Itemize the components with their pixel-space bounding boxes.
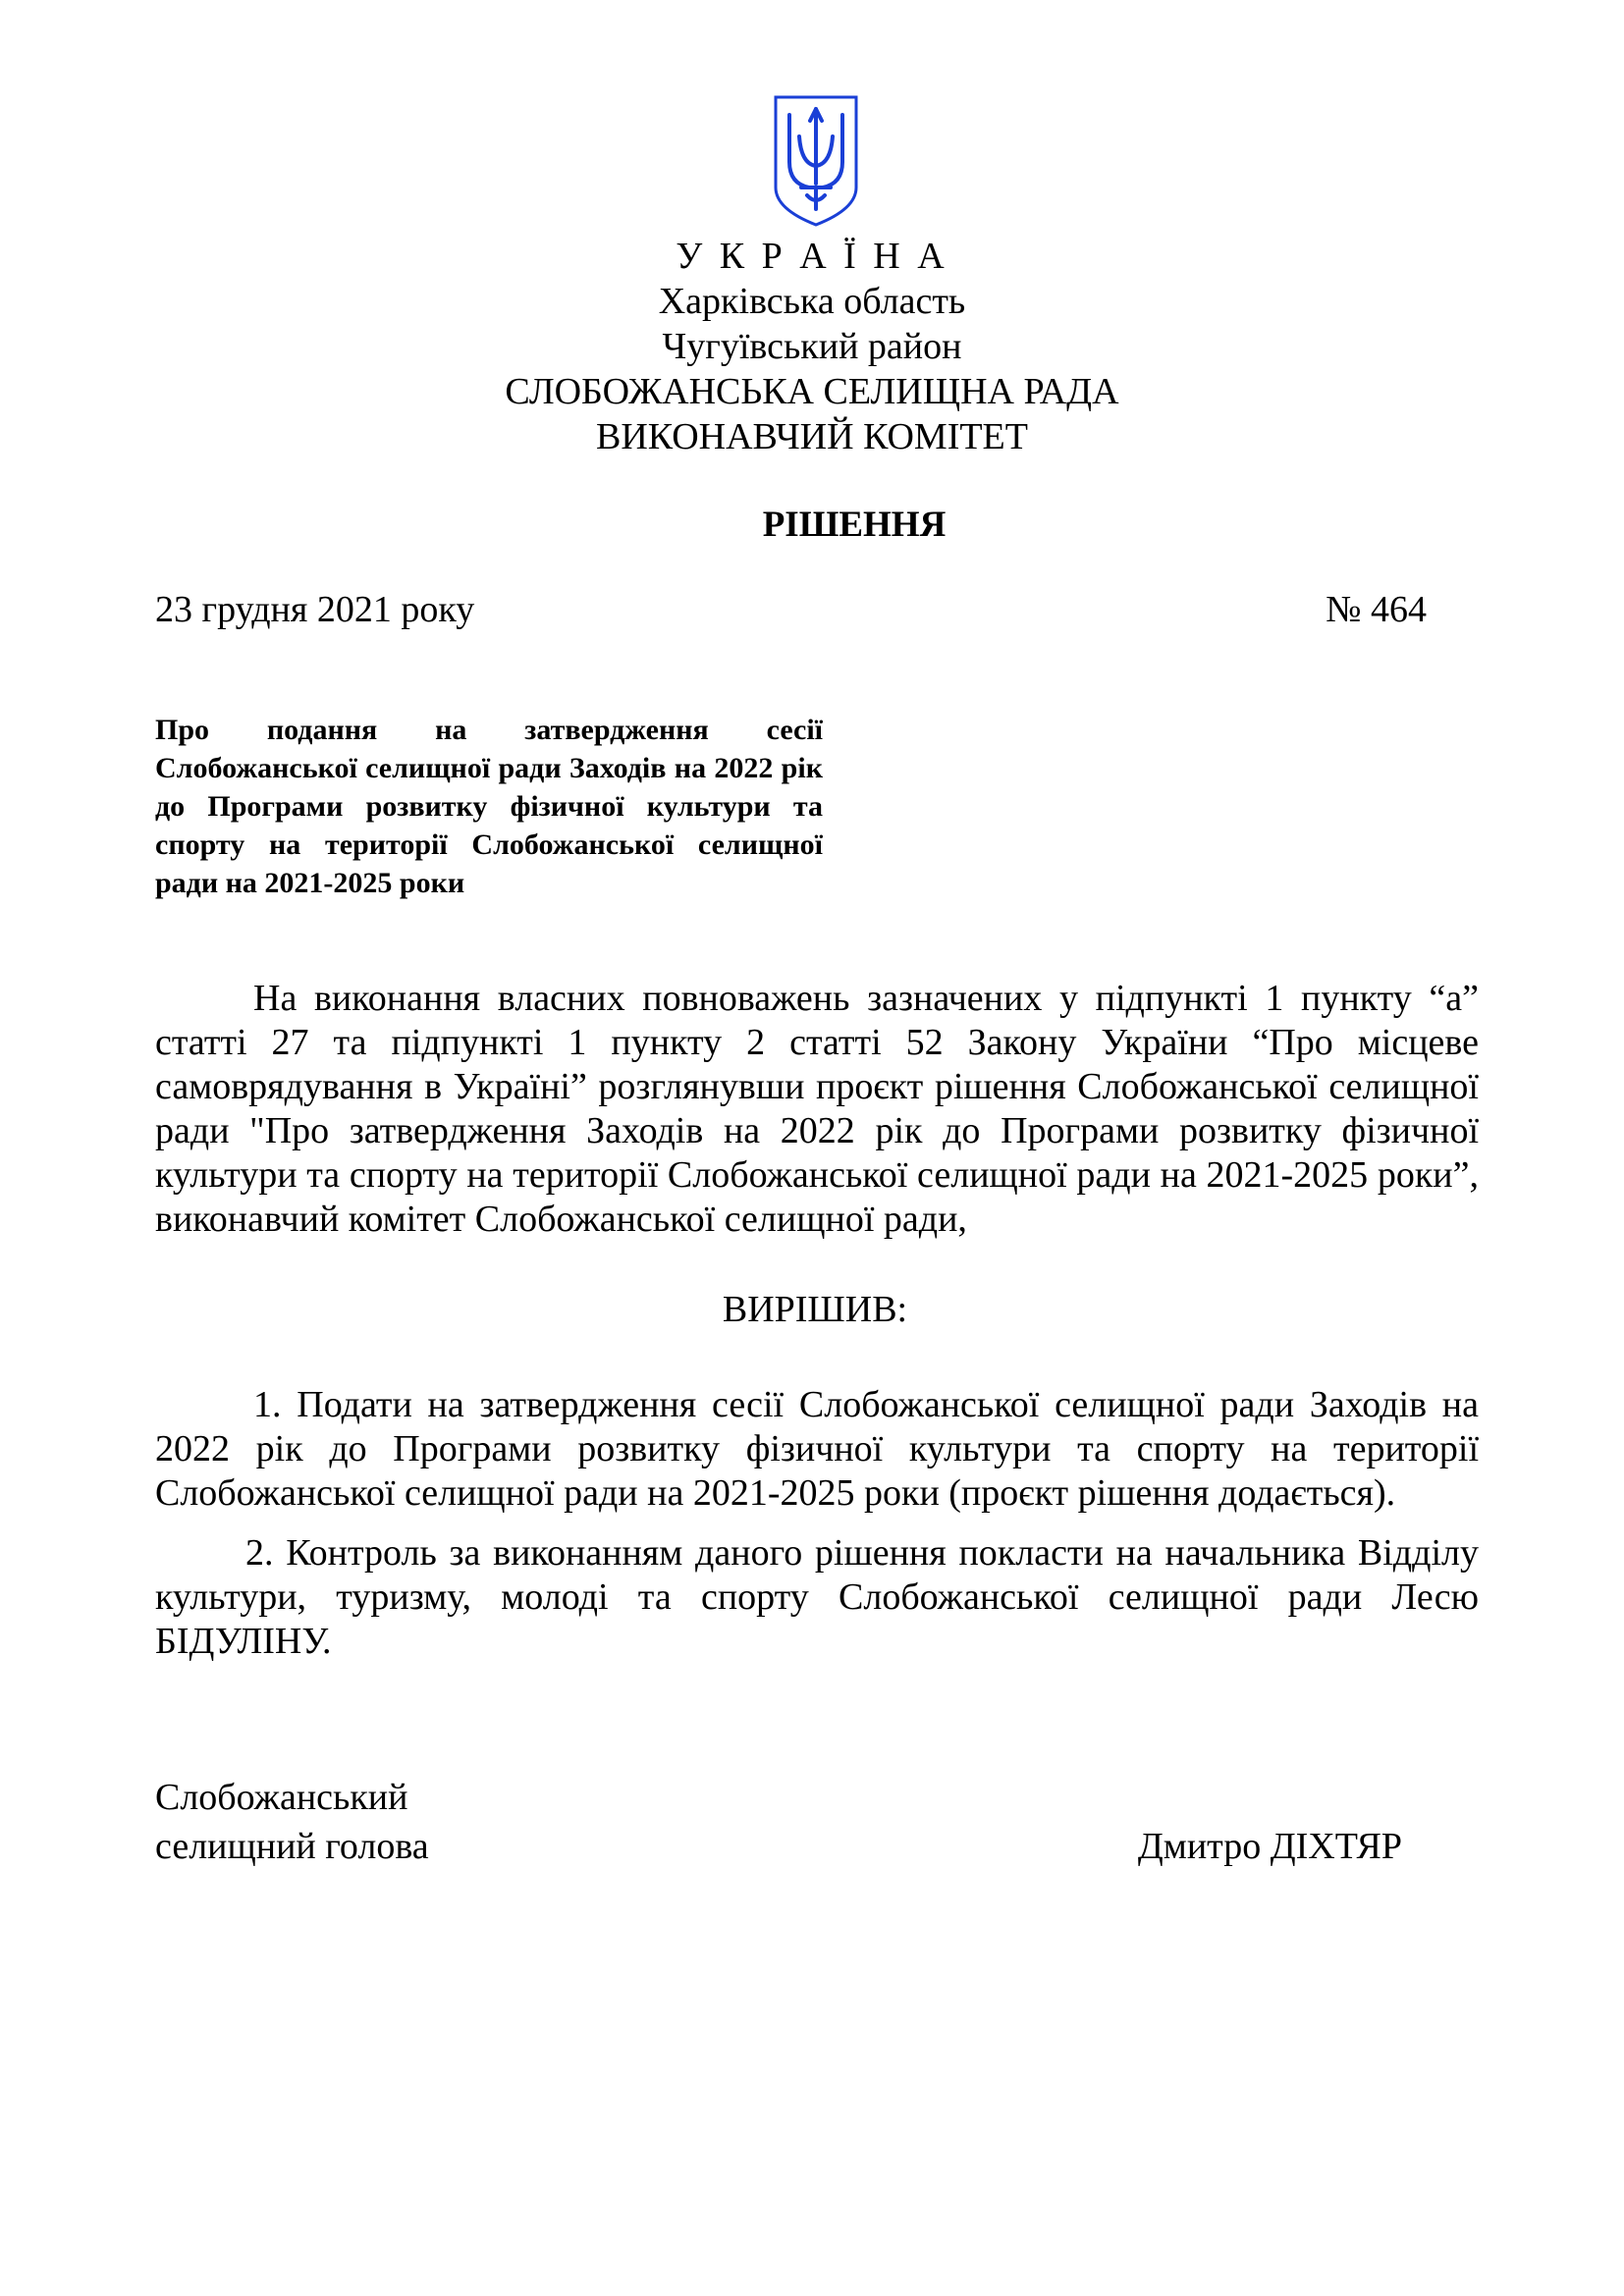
decision-item-2: 2. Контроль за виконанням даного рішення покласти на начальника Відділу культури, туризму, молоді та спорту Слобожанської селищної ради Лесю БІДУЛІНУ. [155,1532,1479,1662]
signatory-title [155,1773,429,1871]
committee-name: ВИКОНАВЧИЙ КОМІТЕТ [596,416,1028,457]
rayon-name: Чугуївський район [662,326,962,367]
document-number: № 464 [1326,589,1427,630]
document-subject: Про подання на затвердження сесії Слобожанської селищної ради Заходів на 2022 рік до Програми розвитку фізичної культури та спорту на території Слобожанської селищної ради на 2021-2025 роки [155,714,823,899]
signatory-title-line-1: Слобожанський [155,1777,408,1818]
country-name: У К Р А Ї Н А [676,236,948,277]
document-date: 23 грудня 2021 року [155,589,475,630]
signatory-title-line-2: селищний голова [155,1826,429,1867]
decided-heading: ВИРІШИВ: [722,1289,908,1330]
oblast-name: Харківська область [658,281,966,322]
council-name: СЛОБОЖАНСЬКА СЕЛИЩНА РАДА [505,371,1119,412]
preamble-paragraph: На виконання власних повноважень зазначених у підпункті 1 пункту “а” статті 27 та підпункті 1 пункту 2 статті 52 Закону України “Про місцеве самоврядування в Україні” розглянувши проєкт рішення Слобожанської селищної ради "Про затвердження Заходів на 2022 рік до Програми розвитку фізичної культури та спорту на території Слобожанської селищної ради на 2021-2025 роки”, виконавчий комітет Слобожанської селищної ради, [155,978,1479,1240]
signatory-name: Дмитро ДІХТЯР [1137,1826,1402,1867]
decision-item-1: 1. Подати на затвердження сесії Слобожанської селищної ради Заходів на 2022 рік до Програми розвитку фізичної культури та спорту на території Слобожанської селищної ради на 2021-2025 роки (проєкт рішення додається). [155,1384,1479,1514]
document-type: РІШЕННЯ [762,505,947,545]
trident-coat-of-arms-icon [772,93,860,229]
